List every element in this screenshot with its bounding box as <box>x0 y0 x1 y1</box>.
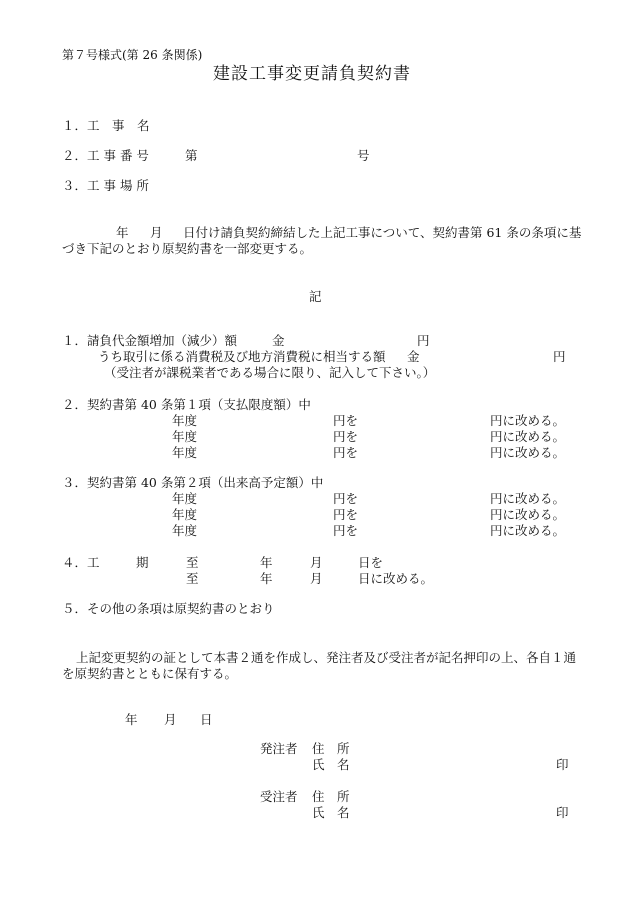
orderer-name-label: 氏 名 <box>312 757 350 772</box>
contractor-address-label: 住 所 <box>312 789 350 804</box>
item2-row1-year: 年度 <box>172 413 198 428</box>
date-year: 年 <box>125 712 138 727</box>
item2-row2-to: 円に改める。 <box>490 429 566 444</box>
item3-row2-year: 年度 <box>172 507 198 522</box>
construction-number-prefix: 第 <box>185 148 198 163</box>
item2-row2-from: 円を <box>333 429 359 444</box>
item3-row2-from: 円を <box>333 507 359 522</box>
item3-label: ３．契約書第 40 条第２項（出来高予定額）中 <box>62 475 324 490</box>
construction-number-suffix: 号 <box>357 148 370 163</box>
ki-heading: 記 <box>309 289 322 304</box>
closing-line2: を原契約書とともに保有する。 <box>62 666 238 681</box>
closing-line1: 上記変更契約の証として本書２通を作成し、発注者及び受注者が記名押印の上、各自１通 <box>76 650 577 665</box>
item1-label: １．請負代金額増加（減少）額 <box>62 333 238 348</box>
item3-row1-year: 年度 <box>172 491 198 506</box>
item4-row1-day: 日を <box>358 555 384 570</box>
item1-tax-kin: 金 <box>407 349 420 364</box>
intro-text: 日付け請負契約締結した上記工事について、契約書第 61 条の条項に基 <box>183 225 582 240</box>
item3-row1-to: 円に改める。 <box>490 491 566 506</box>
form-label: 第７号様式(第 26 条関係) <box>62 48 203 62</box>
item1-yen: 円 <box>417 333 430 348</box>
item2-row2-year: 年度 <box>172 429 198 444</box>
intro-year: 年 <box>116 225 129 240</box>
item4-row2-year: 年 <box>260 571 273 586</box>
item4-row2-shi: 至 <box>186 571 199 586</box>
item3-row3-year: 年度 <box>172 523 198 538</box>
orderer-seal-mark: 印 <box>556 757 569 772</box>
contractor-role: 受注者 <box>260 789 298 804</box>
construction-place-label: ３．工 事 場 所 <box>62 178 149 193</box>
orderer-address-label: 住 所 <box>312 741 350 756</box>
item3-row2-to: 円に改める。 <box>490 507 566 522</box>
item4-row2-month: 月 <box>310 571 323 586</box>
item2-row3-year: 年度 <box>172 445 198 460</box>
intro-text-line2: づき下記のとおり原契約書を一部変更する。 <box>62 241 313 256</box>
contractor-seal-mark: 印 <box>556 805 569 820</box>
construction-name-label: １．工 事 名 <box>62 118 150 133</box>
document-title: 建設工事変更請負契約書 <box>213 64 411 84</box>
construction-number-label: ２．工 事 番 号 <box>62 148 149 163</box>
item4-label: ４．工 <box>62 555 100 570</box>
item1-note: （受注者が課税業者である場合に限り、記入して下さい。） <box>104 365 436 380</box>
item4-row1-year: 年 <box>260 555 273 570</box>
item4-row1-month: 月 <box>310 555 323 570</box>
orderer-role: 発注者 <box>260 741 298 756</box>
item2-row1-to: 円に改める。 <box>490 413 566 428</box>
item4-row1-shi: 至 <box>186 555 199 570</box>
date-month: 月 <box>164 712 177 727</box>
item1-tax-yen: 円 <box>553 349 566 364</box>
item5-text: ５．その他の条項は原契約書のとおり <box>62 601 275 616</box>
item3-row3-to: 円に改める。 <box>490 523 566 538</box>
item3-row1-from: 円を <box>333 491 359 506</box>
item1-tax-line: うち取引に係る消費税及び地方消費税に相当する額 <box>98 349 386 364</box>
intro-month: 月 <box>150 225 163 240</box>
item2-row1-from: 円を <box>333 413 359 428</box>
item4-label-period: 期 <box>136 555 149 570</box>
item4-row2-day: 日に改める。 <box>358 571 434 586</box>
item1-kin: 金 <box>272 333 285 348</box>
item2-label: ２．契約書第 40 条第１項（支払限度額）中 <box>62 397 311 412</box>
contractor-name-label: 氏 名 <box>312 805 350 820</box>
date-day: 日 <box>200 712 213 727</box>
item2-row3-from: 円を <box>333 445 359 460</box>
item2-row3-to: 円に改める。 <box>490 445 566 460</box>
item3-row3-from: 円を <box>333 523 359 538</box>
